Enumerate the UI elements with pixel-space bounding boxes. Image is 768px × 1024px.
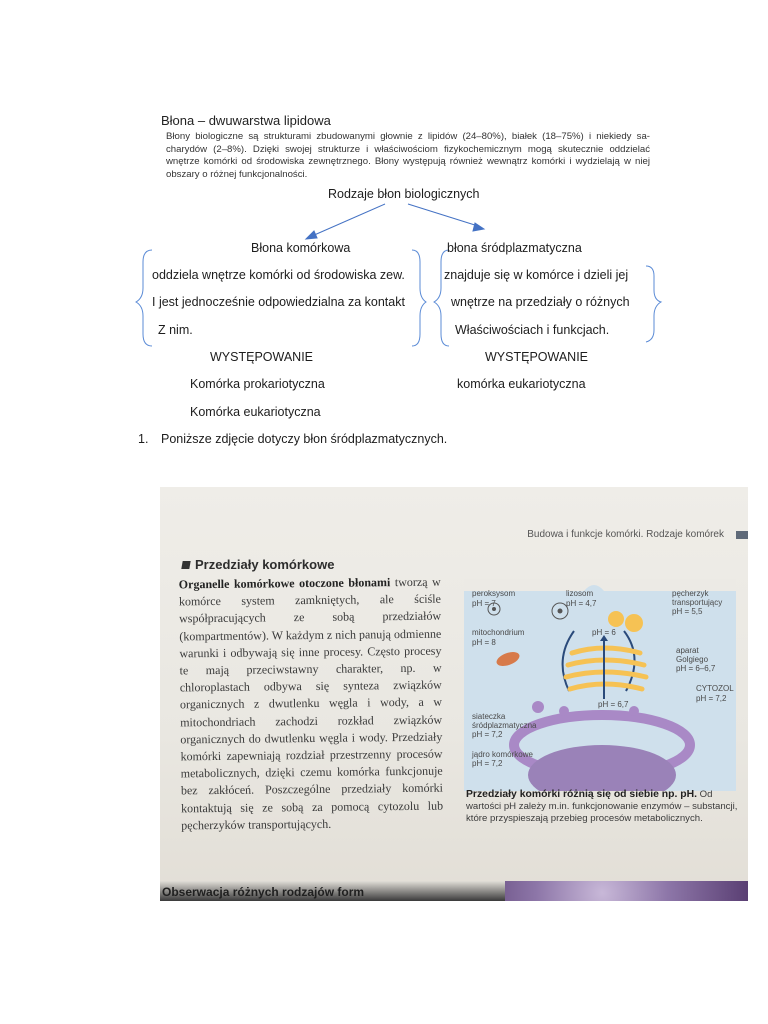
- photo-header: Budowa i funkcje komórki. Rodzaje komórek: [527, 529, 724, 540]
- label-cytosol-ph: pH = 7,2: [696, 694, 727, 703]
- transport-vesicle-shape: [625, 614, 643, 632]
- left-line-3: Z nim.: [158, 323, 193, 337]
- label-lysosome: lizosom: [566, 589, 594, 598]
- label-mitochondrion-ph: pH = 8: [472, 638, 496, 647]
- label-mitochondrion: mitochondrium: [472, 628, 525, 637]
- caption-bold: Przedziały komórki różnią się od siebie np. pH.: [466, 789, 697, 800]
- label-vesicle-2: transportujący: [672, 598, 723, 607]
- photo-body-bold: Organelle komórkowe otoczone błonami: [178, 575, 391, 592]
- right-line-3: Właściwościach i funkcjach.: [455, 323, 610, 337]
- photo-body-rest: tworzą w komórce system zamkniętych, ale ściśle współpracujących ze sobą przedziałów (kompartmentów). W każdym z nich panują odmienne warunki i odbywają się inne procesy. Często procesy te mają przeciwstawny charakter, np. w chloroplastach odbywa się synteza związków organicznych z dwutlenku węgla i wody, a w mitochondriach zachodzi rozkład związków organicznych do dwutlenku węgla i wody. Przedziały komórki zapewniają rozdział przestrzenny procesów metabolicznych, dzięki czemu komórka funkcjonuje bez zakłóceń. Poszczególne przedziały komórki kontaktują się ze sobą za pomocą cytozolu lub pęcherzyków transportujących.: [178, 574, 444, 833]
- label-er-2: śródplazmatyczna: [472, 721, 537, 730]
- cell-compartments-diagram: [464, 579, 736, 791]
- left-line-1: oddziela wnętrze komórki od środowiska zew.: [152, 268, 405, 282]
- micrograph-fragment: [505, 881, 748, 901]
- label-er: siateczka: [472, 712, 506, 721]
- photo-bottom-text: Obserwacja różnych rodzajów form: [162, 885, 365, 899]
- right-brace-close: [646, 266, 661, 342]
- left-brace-open: [136, 250, 152, 346]
- label-cytosol: CYTOZOL: [696, 684, 734, 693]
- label-golgi-ph: pH = 6–6,7: [676, 664, 716, 673]
- left-line-2: I jest jednocześnie odpowiedzialna za kontakt: [152, 295, 405, 309]
- label-ph67: pH = 6,7: [598, 700, 629, 709]
- label-vesicle-ph: pH = 5,5: [672, 607, 703, 616]
- page-title: Błona – dwuwarstwa lipidowa: [161, 113, 331, 128]
- textbook-photo: [160, 487, 748, 901]
- right-occurrence-1: komórka eukariotyczna: [457, 377, 586, 391]
- photo-bottom-strip: [160, 881, 505, 901]
- left-occurrence-label: WYSTĘPOWANIE: [210, 350, 314, 364]
- arrow-left: [306, 204, 385, 239]
- photo-section-title-text: Przedziały komórkowe: [195, 557, 335, 572]
- label-vesicle: pęcherzyk: [672, 589, 709, 598]
- right-occurrence-label: WYSTĘPOWANIE: [485, 350, 589, 364]
- label-peroxisome: peroksysom: [472, 589, 516, 598]
- left-occurrence-2: Komórka eukariotyczna: [190, 405, 321, 419]
- photo-section-title: [182, 557, 334, 572]
- right-brace-open: [434, 250, 449, 346]
- section-square-icon: [181, 561, 190, 569]
- right-line-1: znajduje się w komórce i dzieli jej: [444, 268, 629, 282]
- label-lysosome-ph: pH = 4,7: [566, 599, 597, 608]
- right-line-2: wnętrze na przedziały o różnych: [451, 295, 630, 309]
- label-nucleus-ph: pH = 7,2: [472, 759, 503, 768]
- left-type-name: Błona komórkowa: [251, 241, 351, 255]
- label-nucleus: jądro komórkowe: [472, 750, 533, 759]
- photo-body-text: [179, 574, 444, 835]
- right-type-name: błona śródplazmatyczna: [447, 241, 582, 255]
- types-heading: Rodzaje błon biologicznych: [328, 187, 480, 201]
- label-ph6: pH = 6: [592, 628, 616, 637]
- diagram-caption: [466, 789, 738, 825]
- photo-header-bar: [736, 531, 748, 539]
- left-occurrence-1: Komórka prokariotyczna: [190, 377, 325, 391]
- left-brace-close: [412, 250, 426, 346]
- arrow-right: [408, 204, 484, 231]
- question-text: Poniższe zdjęcie dotyczy błon śródplazmatycznych.: [161, 432, 448, 446]
- label-golgi-2: Golgiego: [676, 655, 709, 664]
- label-er-ph: pH = 7,2: [472, 730, 503, 739]
- question-number: 1.: [138, 432, 149, 446]
- intro-paragraph: Błony biologiczne są strukturami zbudowanymi głownie z lipidów (24–80%), białek (18–75%) i niekiedy sa-charydów (2–8%). Dzięki swojej strukturze i właściwościom fizykochemicznym mogą skutecznie oddzielać wnętrze komórki od środowiska zewnętrznego. Błony występują również wewnątrz komórki i wydzielają w niej obszary o różnej funkcjonalności.: [166, 131, 650, 180]
- label-peroxisome-ph: pH = 7: [472, 599, 496, 608]
- label-golgi: aparat: [676, 646, 699, 655]
- caption-rest: Od wartości pH zależy m.in. funkcjonowanie enzymów – substancji, które przyspieszają przebieg procesów metabolicznych.: [466, 789, 738, 824]
